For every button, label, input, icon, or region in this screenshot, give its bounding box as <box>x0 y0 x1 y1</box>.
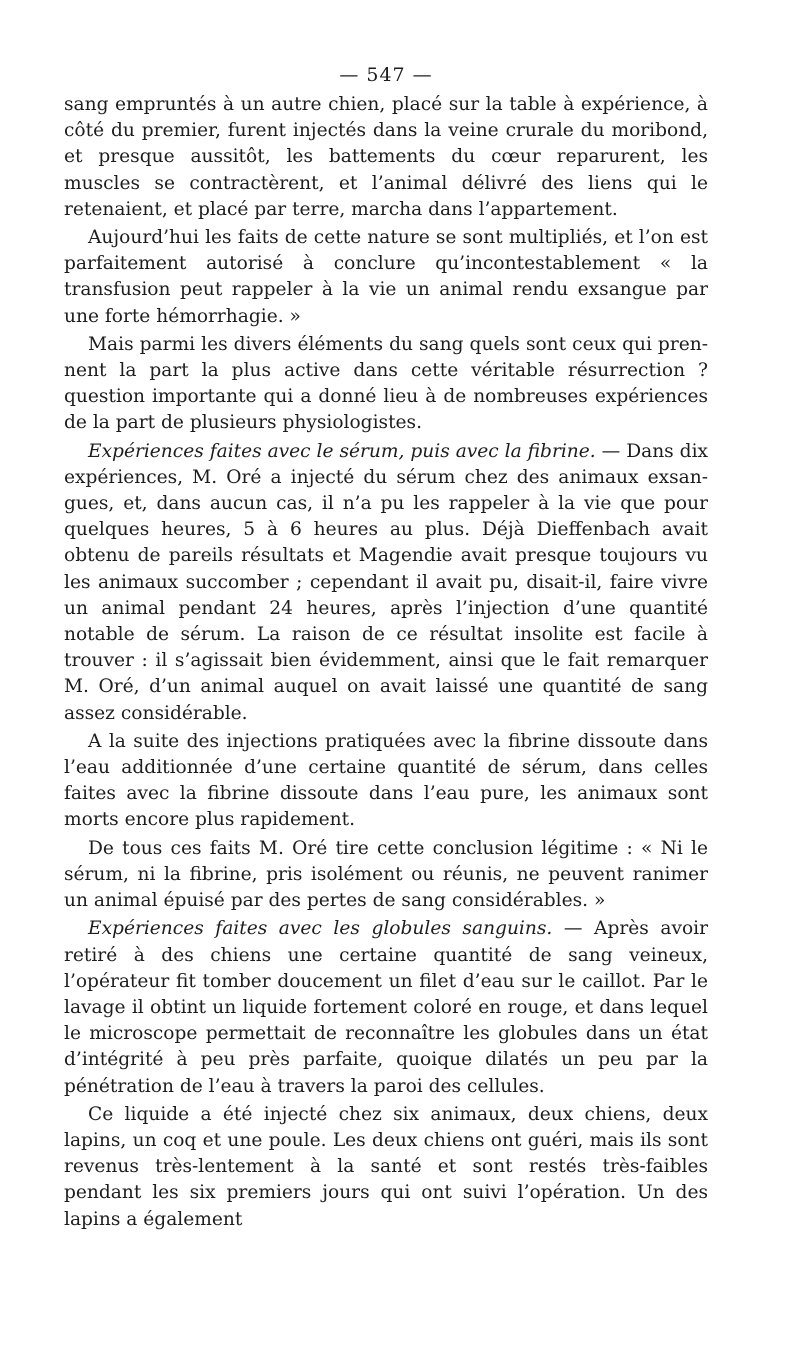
paragraph-text: Ce liquide a été injecté chez six animaux, deux chiens, deux lapins, un coq et une poule. Les deux chiens ont guéri, mais ils sont revenus très-lentement à la santé et sont restés très-faibles pendant les six premiers jours qui ont suivi l’opération. Un des lapins a également <box>64 1103 708 1230</box>
book-page <box>64 60 708 1235</box>
paragraph-6 <box>64 836 708 915</box>
paragraph-text: De tous ces faits M. Oré tire cette conclusion légitime : « Ni le sérum, ni la fibrine, pris isolément ou réunis, ne peuvent ranimer un animal épuisé par des pertes de sang considérables. » <box>64 837 708 912</box>
paragraph-8 <box>64 1102 708 1233</box>
section-heading-serum-fibrine: Expériences faites avec le sérum, puis avec la fibrine. <box>88 440 596 462</box>
paragraph-text: A la suite des injections pratiquées avec la fibrine dissoute dans l’eau additionnée d’une certaine quantité de sérum, dans celles faites avec la fibrine dissoute dans l’eau pure, les animaux sont morts encore plus rapidement. <box>64 730 708 831</box>
paragraph-text: Aujourd’hui les faits de cette nature se sont multipliés, et l’on est parfaitement autorisé à conclure qu’incontestablement « la transfusion peut rappeler à la vie un animal rendu exsangue par une forte hémorrhagie. » <box>64 227 708 327</box>
paragraph-1 <box>64 92 708 223</box>
paragraph-5 <box>64 729 708 834</box>
paragraph-text: Mais parmi les divers éléments du sang quels sont ceux qui prennent la part la plus active dans cette véritable résurrection ? question importante qui a donné lieu à de nombreuses expériences de la part de plusieurs physiologistes. <box>64 333 708 434</box>
paragraph-serum-fibrine <box>64 439 708 727</box>
paragraph-text: — Après avoir retiré à des chiens une certaine quantité de sang veineux, l’opérateur fit tomber doucement un filet d’eau sur le caillot. Par le lavage il obtint un liquide fortement coloré en rouge, et dans lequel le microscope permettait de reconnaître les globules dans un état d’intégrité à peu près parfaite, quoique dilatés un peu par la pénétration de l’eau à travers la paroi des cellules. <box>64 918 708 1097</box>
paragraph-globules <box>64 916 708 1099</box>
paragraph-3 <box>64 332 708 437</box>
section-heading-globules: Expériences faites avec les globules sanguins. <box>88 918 553 940</box>
paragraph-text: — Dans dix expériences, M. Oré a injecté du sérum chez des animaux exsangues, et, dans aucun cas, il n’a pu les rappeler à la vie que pour quelques heures, 5 à 6 heures au plus. Déjà Dieffenbach avait obtenu de pareils résultats et Magendie avait presque toujours vu les animaux succomber ; cependant il avait pu, disait-il, faire vivre un animal pendant 24 heures, après l’injection d’une quantité notable de sérum. La raison de ce résultat insolite est facile à trouver : il s’agissait bien évidemment, ainsi que le fait remarquer M. Oré, d’un animal auquel on avait laissé une quantité de sang assez considérable. <box>64 440 708 724</box>
paragraph-text: sang empruntés à un autre chien, placé sur la table à expérience, à côté du premier, furent injectés dans la veine crurale du moribond, et presque aussitôt, les battements du cœur reparurent, les muscles se contractèrent, et l’animal délivré des liens qui le retenaient, et placé par terre, marcha dans l’appartement. <box>64 94 708 220</box>
page-number: — 547 — <box>339 64 433 86</box>
paragraph-2 <box>64 225 708 330</box>
